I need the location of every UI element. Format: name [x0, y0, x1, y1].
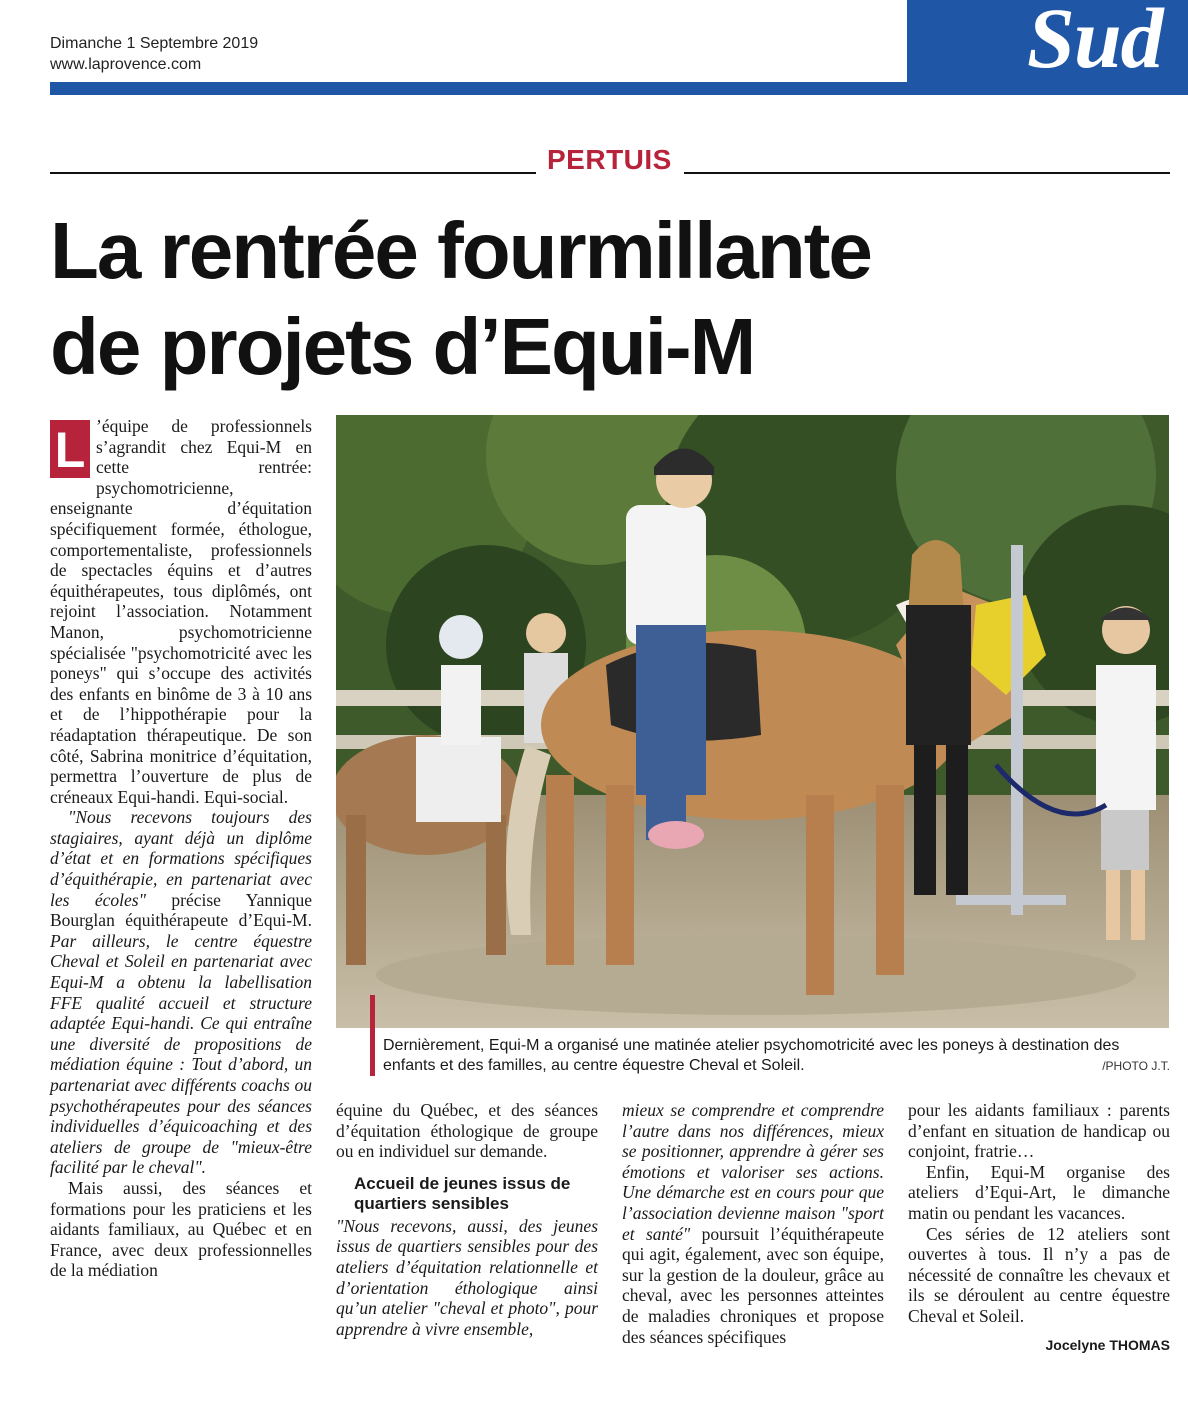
quote-text: mieux se comprendre et comprendre l’autre dans nos différences, mieux se positionner, apprendre à gérer ses émotions et valoriser ses actions. Une démarche est en cours pour que l’association devienne maison "sport et santé" [622, 1100, 884, 1244]
quote-text: "Nous recevons, aussi, des jeunes issus de quartiers sensibles pour des ateliers d’équitation relationnelle et d’orientation éthologique ainsi qu’un atelier "cheval et photo", pour apprendre à vivre ensemble, [336, 1215, 598, 1339]
issue-date: Dimanche 1 Septembre 2019 [50, 35, 259, 52]
article-column-3 [622, 1100, 884, 1347]
article-photo [336, 415, 1169, 1028]
paragraph: pour les aidants familiaux : parents d’enfant en situation de handicap ou conjoint, fratrie… [908, 1100, 1170, 1162]
drop-cap: L [50, 420, 90, 478]
caption-accent-bar [370, 995, 375, 1076]
photo-credit: /PHOTO J.T. [1102, 1059, 1170, 1073]
article-headline [50, 203, 1150, 395]
horse-riding-photo-icon [336, 415, 1169, 1028]
paragraph: équine du Québec, et des séances d’équitation éthologique de groupe ou en individuel sur demande. [336, 1100, 598, 1162]
author-signature: Jocelyne THOMAS [1045, 1336, 1170, 1353]
paragraph: Enfin, Equi-M organise des ateliers d’Equi-Art, le dimanche matin ou pendant les vacances. [908, 1161, 1170, 1223]
section-subheading: Accueil de jeunes issus de quartiers sensibles [354, 1173, 571, 1213]
photo-caption: Dernièrement, Equi-M a organisé une matinée atelier psychomotricité avec les poneys à destination des enfants et des familles, au centre équestre Cheval et Soleil. [383, 1037, 1120, 1074]
paragraph: Mais aussi, des séances et formations pour les praticiens et les aidants familiaux, au Québec et en France, avec deux professionnelles de la médiation [50, 1177, 312, 1281]
masthead-dateline [50, 33, 258, 75]
quote-text: "Nous recevons toujours des stagiaires, ayant déjà un diplôme d’état et en formations spécifiques d’équithérapie, en partenariat avec les écoles" [50, 807, 312, 910]
article-column-1 [50, 416, 312, 1281]
paragraph [336, 1216, 598, 1340]
italic-text: Par ailleurs, le centre équestre Cheval et Soleil en partenariat avec Equi-M a obtenu la labellisation FFE qualité accueil et structure adaptée Equi-handi. Ce qui entraîne une diversité de propositions de médiation équine : Tout d’abord, un partenariat avec différents coachs ou psychothérapeutes pour des séances individuelles d’équicoaching et des ateliers de groupe de "mieux-être facilité par le cheval". [50, 930, 312, 1178]
logo-wordmark: Sud [1027, 0, 1163, 86]
paragraph: Ces séries de 12 ateliers sont ouvertes à tous. Il n’y a pas de nécessité de connaître les chevaux et ils se déroulent au centre équestre Cheval et Soleil. [908, 1223, 1170, 1326]
article-column-2 [336, 1100, 598, 1339]
website-link[interactable]: www.laprovence.com [50, 56, 202, 73]
paragraph: L ’équipe de professionnels s’agrandit chez Equi-M en cette rentrée: psychomotricienne, enseignante d’équitation spécifiquement formée, éthologue, comportementaliste, professionnels de spectacles équins et d’autres équithérapeutes, tous diplômés, ont rejoint l’association. Notamment Manon, psychomotricienne spécialisée "psychomotricité avec les poneys" qui s’occupe des activités des enfants en binôme de 3 à 10 ans et de l’hippothérapie pour la réadaptation thérapeutique. De son côté, Sabrina monitrice d’équitation, permettra l’ouverture de plus de créneaux Equi-handi. Equi-social. [50, 416, 312, 807]
headline-line-1: La rentrée fourmillante [50, 206, 871, 295]
paragraph: "Nous recevons toujours des stagiaires, ayant déjà un diplôme d’état et en formations spécifiques d’équithérapie, en partenariat avec les écoles" précise Yannique Bourglan équithérapeute d’Equi-M. Par ailleurs, le centre équestre Cheval et Soleil en partenariat avec Equi-M a obtenu la labellisation FFE qualité accueil et structure adaptée Equi-handi. Ce qui entraîne une diversité de propositions de médiation équine : Tout d’abord, un partenariat avec différents coachs ou psychothérapeutes pour des séances individuelles d’équicoaching et des ateliers de groupe de "mieux-être facilité par le cheval". [50, 807, 313, 1178]
section-rubric: PERTUIS [547, 144, 672, 175]
newspaper-logo [907, 0, 1188, 90]
rubric-rule-left [50, 172, 536, 174]
article-column-4 [908, 1100, 1170, 1355]
paragraph: mieux se comprendre et comprendre l’autre dans nos différences, mieux se positionner, apprendre à gérer ses émotions et valoriser ses actions. Une démarche est en cours pour que l’association devienne maison "sport et santé" poursuit l’équithérapeute qui agit, également, avec son équipe, sur la gestion de la douleur, grâce au cheval, avec les personnes atteintes de maladies chroniques et propose des séances spécifiques [622, 1100, 884, 1347]
headline-line-2: de projets d’Equi-M [50, 302, 755, 391]
rubric-rule-right [684, 172, 1170, 174]
